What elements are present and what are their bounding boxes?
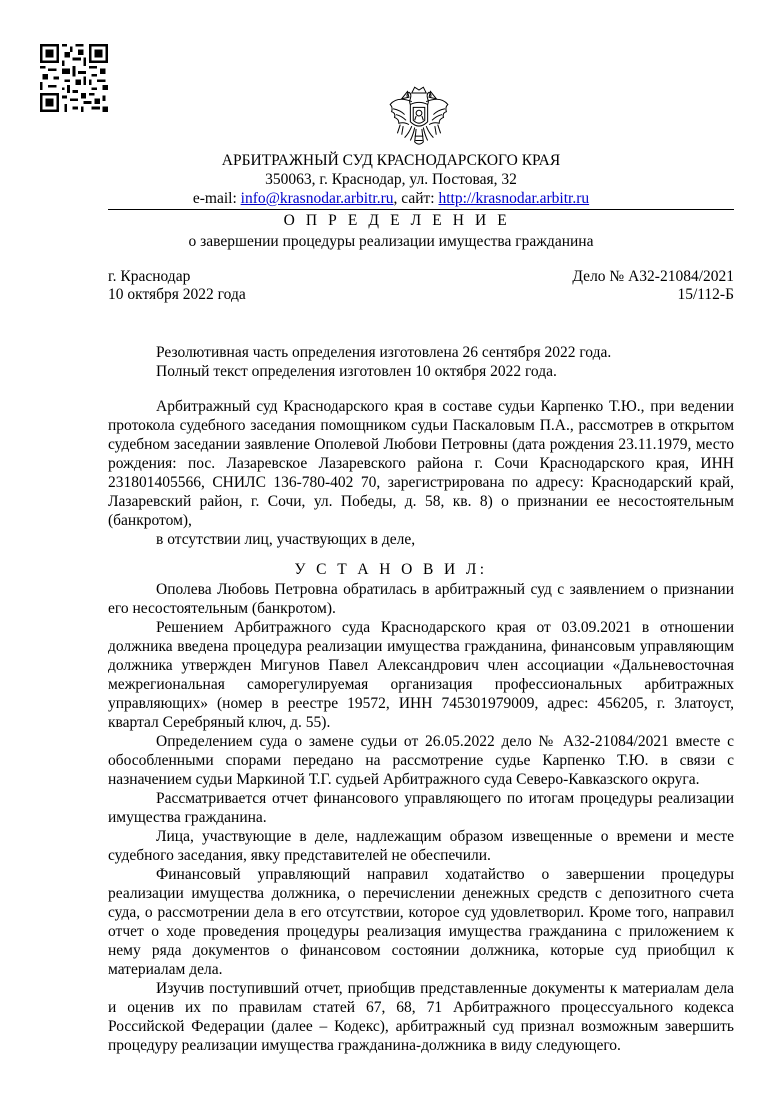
body-paragraph: Изучив поступивший отчет, приобщив представленные документы к материалам дела и оценив их по правилам статей 67, 68, 71 Арбитражного процессуального кодекса Российской Федерации (далее – Кодекс), арбитражный суд признал возможным завершить процедуру реализации имущества гражданина-должника в виду следующего. xyxy=(108,980,734,1054)
court-name: АРБИТРАЖНЫЙ СУД КРАСНОДАРСКОГО КРАЯ xyxy=(221,152,561,169)
email-link[interactable]: info@krasnodar.arbitr.ru xyxy=(240,190,394,207)
established-heading: У С Т А Н О В И Л: xyxy=(294,561,488,578)
document-subject: о завершении процедуры реализации имущества гражданина xyxy=(188,233,594,250)
court-address: 350063, г. Краснодар, ул. Постовая, 32 xyxy=(265,171,517,188)
intro-paragraph: в отсутствии лиц, участвующих в деле, xyxy=(156,531,416,548)
case-number: Дело № А32-21084/2021 xyxy=(572,268,734,285)
body-paragraph: Рассматривается отчет финансового управляющего по итогам процедуры реализации имущества гражданина. xyxy=(108,790,734,826)
body-paragraph: Решением Арбитражного суда Краснодарского края от 03.09.2021 в отношении должника введена процедура реализации имущества гражданина, финансовым управляющим должника утвержден Мигунов Павел Александрович член ассоциации «Дальневосточная межрегиональная саморегулируемая организация профессиональных арбитражных управляющих» (номер в реестре 19572, ИНН 745301979009, адрес: 456205, г. Златоуст, квартал Серебряный ключ, д. 55). xyxy=(108,619,734,731)
document-type: О П Р Е Д Е Л Е Н И Е xyxy=(283,212,511,229)
resolution-notes xyxy=(108,343,734,381)
qr-code-icon xyxy=(40,44,108,112)
site-label: , сайт: xyxy=(393,190,439,207)
intro-section xyxy=(108,397,734,549)
body-paragraph: Лица, участвующие в деле, надлежащим образом извещенные о времени и месте судебного заседания, явку представителей не обеспечили. xyxy=(108,828,734,864)
place-date-block xyxy=(108,268,246,304)
body-paragraph: Финансовый управляющий направил ходатайство о завершении процедуры реализации имущества должника, о перечислении денежных средств с депозитного счета суда, о рассмотрении дела в его отсутствии, которое суд удовлетворил. Кроме того, направил отчет о ходе проведения процедуры реализация имущества гражданина с приложением к нему ряда документов о финансовом состоянии должника, которые суд приобщил к материалам дела. xyxy=(108,866,734,978)
case-number-block xyxy=(572,268,734,304)
court-contacts xyxy=(0,190,782,208)
resolution-line: Полный текст определения изготовлен 10 октября 2022 года. xyxy=(156,363,557,380)
email-label: e-mail: xyxy=(192,190,241,207)
date: 10 октября 2022 года xyxy=(108,286,246,303)
russian-coat-of-arms-icon xyxy=(383,80,455,152)
intro-paragraph: Арбитражный суд Краснодарского края в составе судьи Карпенко Т.Ю., при ведении протокола судебного заседания помощником судьи Паскаловым П.А., рассмотрев в открытом судебном заседании заявление Ополевой Любови Петровны (дата рождения 23.11.1979, место рождения: пос. Лазаревское Лазаревского района г. Сочи Краснодарского края, ИНН 231801405566, СНИЛС 136-780-402 70, зарегистрирована по адресу: Краснодарский край, Лазаревский район, г. Сочи, ул. Победы, д. 58, кв. 8) о признании ее несостоятельным (банкротом), xyxy=(108,398,734,529)
resolution-line: Резолютивная часть определения изготовлена 26 сентября 2022 года. xyxy=(156,344,612,361)
established-section xyxy=(108,580,734,1055)
case-suffix: 15/112-Б xyxy=(677,286,734,303)
header-divider xyxy=(108,209,734,210)
body-paragraph: Ополева Любовь Петровна обратилась в арбитражный суд с заявлением о признании его несостоятельным (банкротом). xyxy=(108,581,734,617)
site-link[interactable]: http://krasnodar.arbitr.ru xyxy=(438,190,590,207)
body-paragraph: Определением суда о замене судьи от 26.05.2022 дело № А32-21084/2021 вместе с обособленными спорами передано на рассмотрение судье Карпенко Т.Ю. в связи с назначением судьи Маркиной Т.Г. судьей Арбитражного суда Северо-Кавказского округа. xyxy=(108,733,734,788)
city: г. Краснодар xyxy=(108,268,191,285)
